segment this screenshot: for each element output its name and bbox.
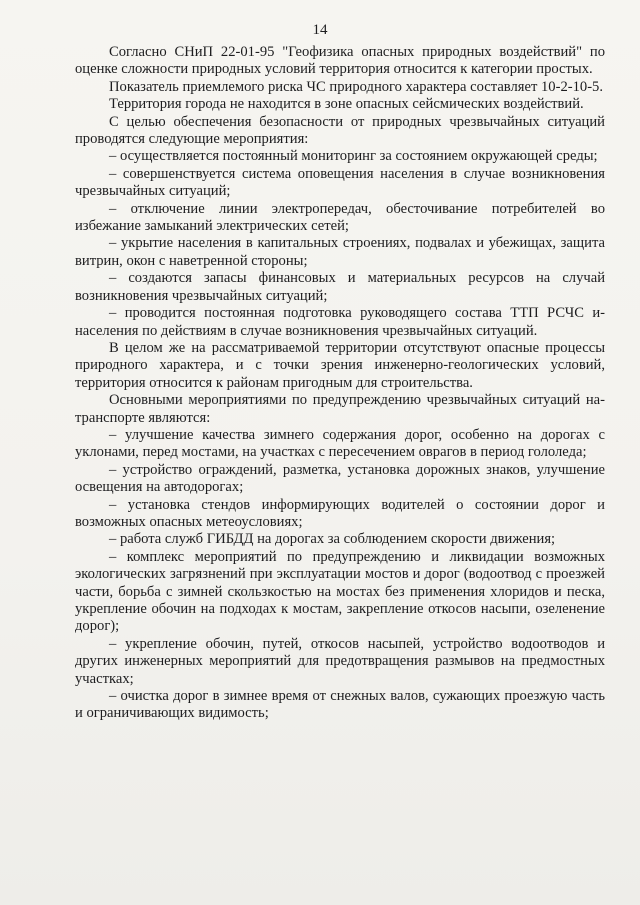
paragraph-snip-category: Согласно СНиП 22-01-95 "Геофизика опасных природных воздействий" по оценке сложности природных условий территория относится к категории простых. [75, 44, 605, 78]
list-item: – улучшение качества зимнего содержания дорог, особенно на дорогах с уклонами, перед мостами, на участках с пересечением оврагов в период гололеда; [75, 426, 605, 461]
list-item: – совершенствуется система оповещения населения в случае возникновения чрезвычайных ситуаций; [75, 165, 605, 200]
list-item: – укрытие населения в капитальных строениях, подвалах и убежищах, защита витрин, окон с наветренной стороны; [75, 235, 605, 269]
paragraph-territory-summary: В целом же на рассматриваемой территории отсутствуют опасные процессы природного характера, и с точки зрения инженерно-геологических условий, территория относится к районам пригодным для строительства. [75, 339, 605, 391]
list-item: – осуществляется постоянный мониторинг за состоянием окружающей среды; [109, 148, 598, 165]
paragraph-seismic-zone: Территория города не находится в зоне опасных сейсмических воздействий. [109, 96, 584, 113]
paragraph-natural-measures-intro: С целью обеспечения безопасности от природных чрезвычайных ситуаций проводятся следующие мероприятия: [75, 113, 605, 148]
document-body [75, 44, 605, 723]
paragraph-transport-measures-intro: Основными мероприятиями по предупреждению чрезвычайных ситуаций на-транспорте являются: [75, 392, 605, 426]
list-item: – устройство ограждений, разметка, установка дорожных знаков, улучшение освещения на автодорогах; [75, 461, 605, 496]
list-item: – установка стендов информирующих водителей о состоянии дорог и возможных опасных метеоусловиях; [75, 496, 605, 530]
list-item: – комплекс мероприятий по предупреждению и ликвидации возможных экологических загрязнений при эксплуатации мостов и дорог (водоотвод с проезжей части, борьба с зимней скользкостью на мостах без применения хлоридов и песка, укрепление обочин на подходах к мостам, закрепление откосов насыпи, озеленение дорог); [75, 548, 605, 635]
page-number: 14 [312, 22, 328, 38]
list-item: – укрепление обочин, путей, откосов насыпей, устройство водоотводов и других инженерных мероприятий для предотвращения размывов на предмостных участках; [75, 635, 605, 687]
list-item: – создаются запасы финансовых и материальных ресурсов на случай возникновения чрезвычайных ситуаций; [75, 270, 605, 304]
list-item: – проводится постоянная подготовка руководящего состава ТТП РСЧС и-населения по действиям в случае возникновения чрезвычайных ситуаций. [75, 305, 605, 339]
list-item: – очистка дорог в зимнее время от снежных валов, сужающих проезжую часть и ограничивающих видимость; [75, 688, 605, 722]
paragraph-risk-indicator: Показатель приемлемого риска ЧС природного характера составляет 10-2-10-5. [109, 78, 603, 95]
list-item: – отключение линии электропередач, обесточивание потребителей во избежание замыканий электрических сетей; [75, 200, 605, 235]
list-item: – работа служб ГИБДД на дорогах за соблюдением скорости движения; [109, 531, 556, 548]
